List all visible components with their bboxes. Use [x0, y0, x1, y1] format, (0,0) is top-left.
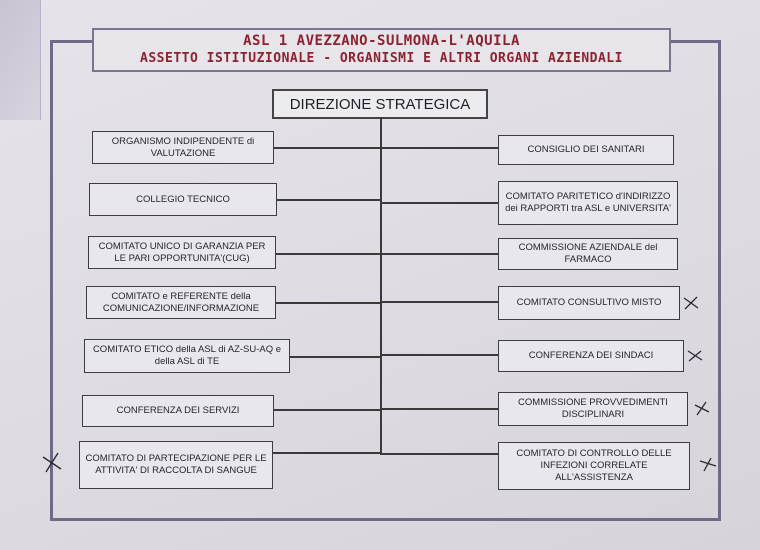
right-node-controllo-infezioni: COMITATO DI CONTROLLO DELLE INFEZIONI CORRELATE ALL'ASSISTENZA — [498, 442, 690, 490]
connector-right-5 — [381, 354, 498, 356]
right-node-consultivo-misto: COMITATO CONSULTIVO MISTO — [498, 286, 680, 320]
connector-right-1 — [381, 147, 498, 149]
hand-drawn-x-mark-icon — [693, 400, 711, 418]
connector-left-2 — [277, 199, 381, 201]
left-node-comitato-etico: COMITATO ETICO della ASL di AZ-SU-AQ e della ASL di TE — [84, 339, 290, 373]
left-node-collegio-tecnico: COLLEGIO TECNICO — [89, 183, 277, 216]
hand-drawn-x-mark-icon — [686, 347, 704, 365]
main-connector-line — [380, 117, 382, 455]
background-sheet-corner — [0, 0, 41, 120]
connector-left-3 — [276, 253, 381, 255]
left-node-cug: COMITATO UNICO DI GARANZIA PER LE PARI OPPORTUNITA'(CUG) — [88, 236, 276, 269]
connector-right-7 — [381, 453, 498, 455]
diagram-header — [92, 28, 671, 72]
connector-left-1 — [274, 147, 381, 149]
connector-left-7 — [273, 452, 381, 454]
connector-left-5 — [290, 356, 381, 358]
connector-left-4 — [276, 302, 381, 304]
hand-drawn-x-mark-icon — [682, 294, 700, 312]
right-node-commissione-farmaco: COMMISSIONE AZIENDALE del FARMACO — [498, 238, 678, 270]
connector-left-6 — [274, 409, 381, 411]
connector-right-3 — [381, 253, 498, 255]
left-node-comunicazione: COMITATO e REFERENTE della COMUNICAZIONE/INFORMAZIONE — [86, 286, 276, 319]
connector-right-6 — [381, 408, 498, 410]
left-node-conferenza-servizi: CONFERENZA DEI SERVIZI — [82, 395, 274, 427]
right-node-conferenza-sindaci: CONFERENZA DEI SINDACI — [498, 340, 684, 372]
right-node-comitato-paritetico: COMITATO PARITETICO d'INDIRIZZO dei RAPPORTI tra ASL e UNIVERSITA' — [498, 181, 678, 225]
header-title: ASL 1 AVEZZANO-SULMONA-L'AQUILA — [243, 33, 520, 49]
connector-right-2 — [381, 202, 498, 204]
connector-right-4 — [381, 301, 498, 303]
right-node-provvedimenti-disciplinari: COMMISSIONE PROVVEDIMENTI DISCIPLINARI — [498, 392, 688, 426]
header-subtitle: ASSETTO ISTITUZIONALE - ORGANISMI E ALTRI ORGANI AZIENDALI — [140, 51, 623, 66]
left-node-raccolta-sangue: COMITATO DI PARTECIPAZIONE PER LE ATTIVITA' DI RACCOLTA DI SANGUE — [79, 441, 273, 489]
direzione-strategica-node: DIREZIONE STRATEGICA — [272, 89, 488, 119]
hand-drawn-x-mark-icon — [699, 455, 717, 473]
hand-drawn-x-mark-icon — [40, 451, 64, 475]
right-node-consiglio-sanitari: CONSIGLIO DEI SANITARI — [498, 135, 674, 165]
left-node-oiv: ORGANISMO INDIPENDENTE di VALUTAZIONE — [92, 131, 274, 164]
